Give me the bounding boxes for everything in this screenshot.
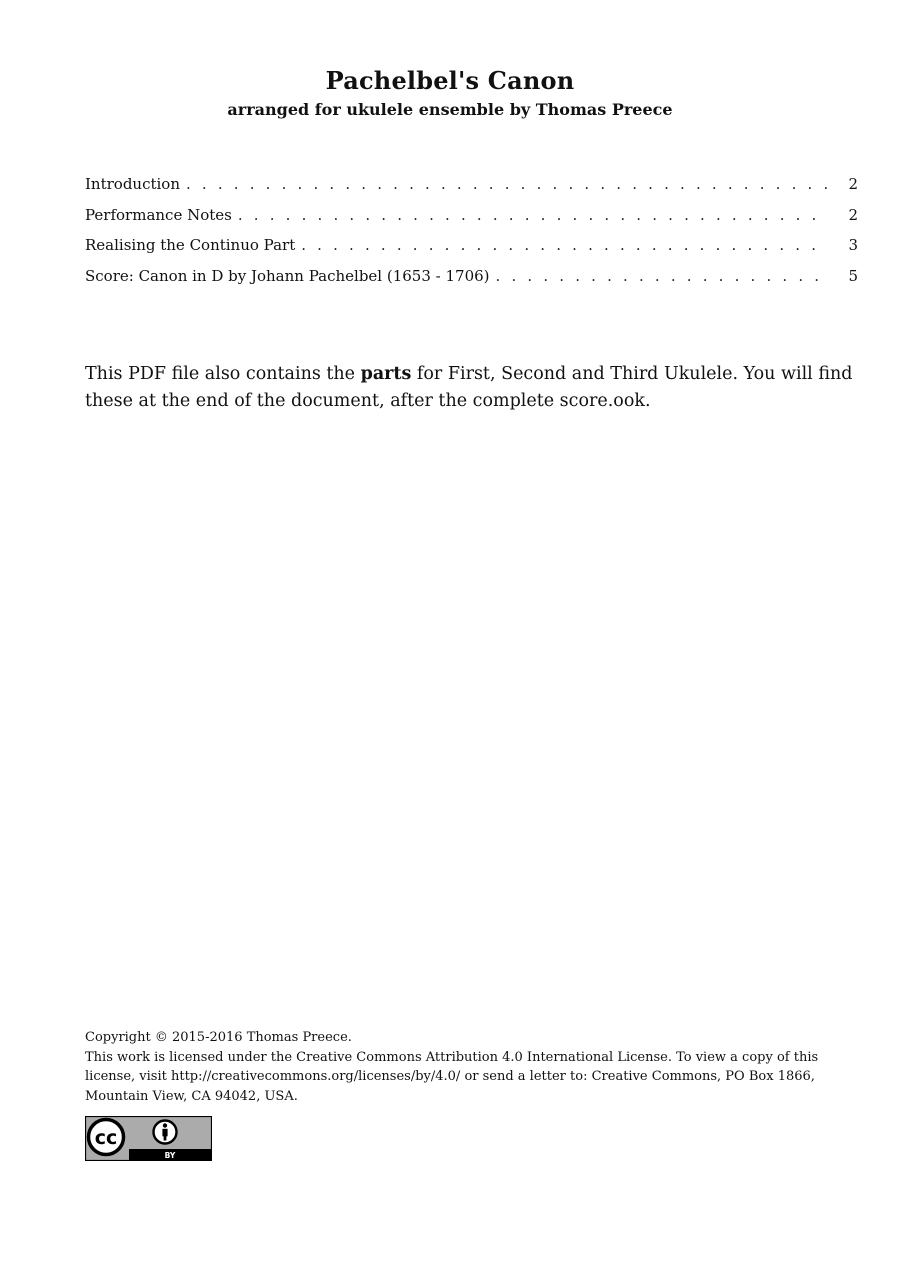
document-title: Pachelbel's Canon — [325, 66, 575, 95]
toc-entry-score[interactable] — [85, 267, 858, 298]
toc-entry-label: Realising the Continuo Part — [85, 236, 296, 254]
toc-dot-leader — [301, 236, 828, 254]
toc-entry-page: 5 — [848, 266, 858, 285]
document-subtitle: arranged for ukulele ensemble by Thomas Preece — [227, 100, 673, 119]
toc-entry-page: 2 — [848, 175, 858, 193]
toc-dot-leader — [238, 206, 828, 224]
toc-entry-continuo[interactable] — [85, 236, 858, 267]
toc-entry-label: Score: Canon in D by Johann Pachelbel (1653 - 1706) — [85, 266, 490, 285]
license-text: This work is licensed under the Creative Commons Attribution 4.0 International License. To view a copy of this license, visit http://creativecommons.org/licenses/by/4.0/ or send a letter to: Creative Commons, PO Box 1866, Mountain View, CA 94042, USA. — [85, 1049, 819, 1104]
toc-dot-leader — [186, 175, 828, 193]
toc-entry-performance-notes[interactable] — [85, 206, 858, 237]
toc-entry-page: 3 — [848, 236, 858, 254]
intro-text-start: This PDF file also contains the — [85, 363, 361, 384]
by-badge-text: BY — [164, 1151, 176, 1160]
toc-entry-page: 2 — [848, 205, 858, 224]
toc-entry-introduction[interactable] — [85, 175, 858, 206]
toc-entry-label: Performance Notes — [85, 205, 232, 224]
cc-by-badge-icon[interactable] — [85, 1116, 212, 1161]
intro-bold-parts: parts — [360, 363, 412, 384]
cc-badge-text: cc — [94, 1127, 118, 1149]
toc-entry-label: Introduction — [85, 175, 180, 193]
copyright-line: Copyright © 2015-2016 Thomas Preece. — [85, 1030, 352, 1045]
intro-paragraph — [85, 361, 861, 415]
table-of-contents — [85, 175, 858, 297]
copyright-block — [85, 1028, 845, 1106]
toc-dot-leader — [496, 267, 828, 285]
intro-text-end: for First, Second and Third Ukulele. You will find these at the end of the document, after the complete score.ook. — [85, 363, 853, 411]
